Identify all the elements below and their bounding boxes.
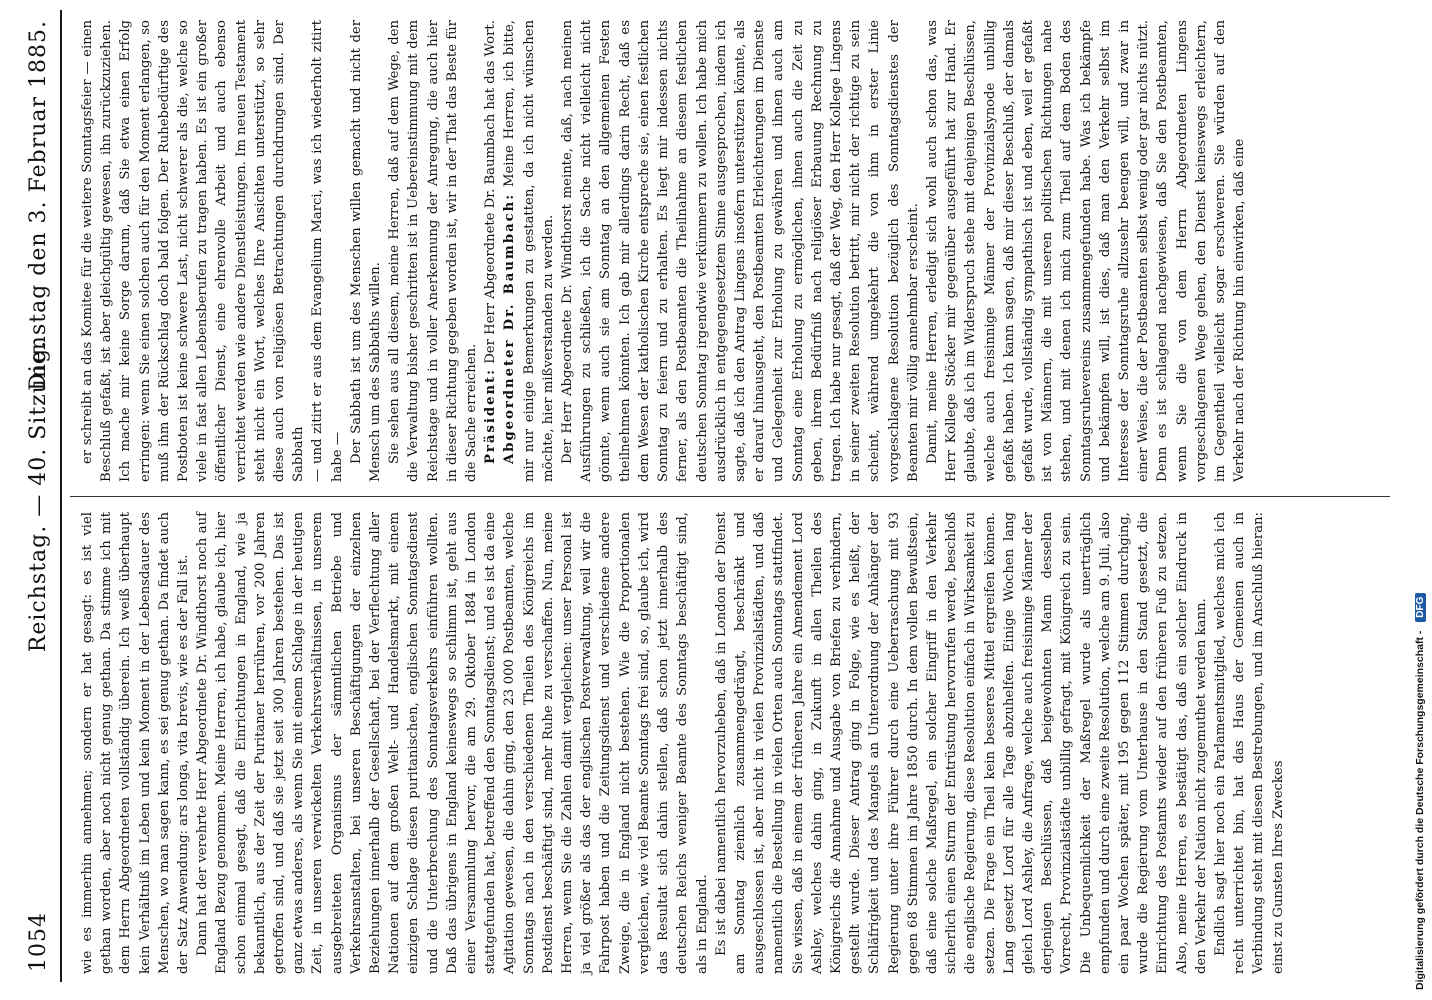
digitization-strip: [1412, 0, 1432, 1000]
speaker-name: Abgeordneter Dr. Baumbach:: [502, 192, 518, 464]
digitization-note: [1414, 10, 1426, 990]
paragraph: Sie sehen aus all diesem, meine Herren, daß auf dem Wege, den die Verwaltung bisher geschritten ist in Uebereinstimmung mit dem Reichstage und in voller Anerkennung der Anregung, die auch hier in dieser Richtung gegeben worden ist, wir in der That das Beste für die Sache erreichen.: [387, 20, 480, 482]
paragraph: Abgeordneter Dr. Baumbach: Meine Herren, ich bitte, mir nur einige Bemerkungen zu gestatten, da ich nicht wünschen möchte, hier mißverstanden zu werden.: [502, 20, 556, 482]
column-divider: [70, 496, 1390, 497]
paragraph: Präsident: Der Herr Abgeordnete Dr. Baumbach hat das Wort.: [483, 20, 499, 464]
dfg-badge: DFG: [1415, 593, 1426, 622]
paragraph: Der Herr Abgeordnete Dr. Windthorst meinte, daß, nach meinen Ausführungen zu schließen, ich die Sache nicht vielleicht nicht gönnte, wenn auch sie am Sonntag an den allgemeinen Festen theilnehmen könnten. Ich gab mir allerdings darin Recht, daß es dem Wesen der katholischen Kirche entspreche sie, einen festlichen Sonntag zu feiern und zu erhalten. Es liegt mir indessen nichts ferner, als den Postbeamten die Theilnahme an diesem festlichen deutschen Sonntag irgendwie verkümmern zu wollen. Ich habe mich ausdrücklich in entgegengesetztem Sinne ausgesprochen, indem ich sagte, daß ich den Antrag Lingens insofern unterstützen könnte, als er darauf hinausgeht, den Postbeamten Erleichterungen im Dienste und Gelegenheit zur Erholung zu gewähren und ihnen auch am Sonntag eine Erholung zu ermöglichen, ihnen auch die Zeit zu geben, ihrem Bedürfniß nach religiöser Erbauung Rechnung zu tragen. Ich habe nur gesagt, daß der Weg, den Herr Kollege Lingens in seiner zweiten Resolution betritt, mir nicht der richtige zu sein scheint, während umgekehrt die von ihm in erster Linie vorgeschlagene Resolution bezüglich des Sonntagsdienstes der Beamten mir völlig annehmbar erscheint.: [560, 20, 921, 482]
paragraph: Endlich sagt hier noch ein Parlamentsmitglied, welches mich ich recht unterrichtet bin, hat das Haus der Gemeinen auch in Verbindung steht mit diesen Bestrebungen, und im Anschluß hieran: einst zu Gunsten Ihres Zweckes: [1212, 512, 1286, 974]
left-column: [78, 512, 1288, 974]
page-header: [16, 20, 62, 972]
paragraph: Es ist dabei namentlich hervorzuheben, daß in London der Dienst am Sonntag ziemlich zusammengedrängt, beschränkt und ausgeschlossen ist, aber nicht in vielen Provinzialstädten, und daß namentlich die Bestellung in vielen Orten auch Sonntags stattfindet. Sie wissen, daß in einem der früheren Jahre ein Amendement Lord Ashley, welches dahin ging, in Zukunft in allen Theilen des Königreichs die Annahme und Ausgabe von Briefen zu verhindern, gestellt wurde. Dieser Antrag ging in Folge, wie es heißt, der Schläfrigkeit und des Mangels an Unterordnung der Anhänger der Regierung unter ihre Führer durch eine Ueberraschung mit 93 gegen 68 Stimmen im Jahre 1850 durch. In dem vollen Bewußtsein, daß eine solche Maßregel, ein solcher Eingriff in den Verkehr sicherlich einen Sturm der Entrüstung hervorrufen werde, beschloß die englische Regierung, diese Resolution einfach in Wirksamkeit zu setzen. Die Frage ein Theil kein besseres Mittel ergreifen können. Lang gesetzt Lord für alle Tage abzuhelfen. Einige Wochen lang gleich Lord Ashley, die Anfrage, welche auch freisinnige Männer der derjenigen Beschlüssen, daß beigewohnten Mann desselben Vorrecht, Provinzialstädte unbillig gefragt, mit Königreich zu sein. Die Unbequemlichkeit der Maßregel wurde als unerträglich empfunden und durch eine zweite Resolution, welche am 9. Juli, also ein paar Wochen später, mit 195 gegen 112 Stimmen durchging, wurde die Regierung vom Unterhause in den Stand gesetzt, die Einrichtung des Postamts wieder auf den früheren Fuß zu setzen. Also, meine Herren, es bestätigt das, daß ein solcher Eindruck in den Verkehr der Nation nicht zugemuthet werden kann.: [713, 512, 1209, 974]
paragraph: — und zitirt er aus dem Evangelium Marci, was ich wiederholt zitirt habe —: [310, 20, 345, 482]
session-date: Dienstag den 3. Februar 1885.: [26, 20, 51, 391]
paragraph: Dann hat der verehrte Herr Abgeordnete Dr. Windthorst noch auf England Bezug genommen. Meine Herren, ich habe, glaube ich, hier schon einmal gesagt, daß die Einrichtungen in England, wie ja bekanntlich, aus der Zeit der Puritaner herrühren, vor 200 Jahren getroffen sind, und daß sie jetzt seit 300 Jahren bestehen. Das ist ganz etwas anderes, als wenn Sie mit einem Schlage in der heutigen Zeit, in unseren verwickelten Verkehrsverhältnissen, in unserem ausgebreiteten Organismus der sämmtlichen Betriebe und Verkehrsanstalten, bei unseren Beschäftigungen der einzelnen Beziehungen innerhalb der Gesellschaft, bei der Verflechtung aller Nationen auf dem großen Welt- und Handelsmarkt, mit einem einzigen Schlage diesen puritanischen, englischen Sonntagsdienst und die Unterbrechung des Sonntagsverkehrs einführen wollten. Daß das übrigens in England keineswegs so schlimm ist, geht aus einer Versammlung hervor, die am 29. Oktober 1884 in London stattgefunden hat, betreffend den Sonntagsdienst; und es ist da eine Agitation gewesen, die dahin ging, den 23 000 Postbeamten, welche Sonntags nach in den verschiedenen Theilen des Königreichs im Postdienst beschäftigt sind, mehr Ruhe zu verschaffen. Nun, meine Herren, wenn Sie die Zahlen damit vergleichen: unser Personal ist ja viel größer als das der englischen Postverwaltung, weil wir die Fahrpost haben und die Zeitungsdienst und verschiedene andere Zweige, die in England nicht bestehen. Wie die Proportionalen vergleichen, wie viel Beamte Sonntags frei sind, so, glaube ich, wird das Resultat sich dahin stellen, daß schon jetzt innerhalb des deutschen Reichs weniger Beamte des Sonntags beschäftigt sind, als in England.: [195, 512, 710, 974]
page-number: 1054: [26, 912, 51, 972]
right-column: [78, 20, 1249, 482]
paragraph: Der Sabbath ist um des Menschen willen gemacht und nicht der Mensch um des Sabbaths willen.: [348, 20, 384, 482]
digitization-text: Digitalisierung gefördert durch die Deutsche Forschungsgemeinschaft -: [1414, 630, 1426, 990]
paragraph: wie es immerhin annehmen; sondern er hat gesagt: es ist viel gethan worden, aber noch nicht genug gethan. Da stimme ich mit dem Herrn Abgeordneten vollständig überein. Ich weiß überhaupt kein Verhältniß im Leben und kein Moment in der Lebensdauer des Menschen, wo man sagen kann, es sei genug gethan. Da findet auch der Satz Anwendung: ars longa, vita brevis, wie es der Fall ist.: [80, 512, 192, 974]
paragraph: er schreibt an das Komitee für die weitere Sonntagsfeier — einen Beschluß gefaßt, ist aber gleichgültig gewesen, ihn zurückzuziehen. Ich mache mir keine Sorge darum, daß Sie etwa einen Erfolg erringen: wenn Sie einen solchen auch für den Moment erlangen, so muß ihm der Rückschlag doch bald folgen. Der Ruhebedürftige des Postboten ist keine schwere Last, nicht schwerer als die, welche so viele in fast allen Lebensberufen zu tragen haben. Es ist ein großer öffentlicher Dienst, eine ehrenvolle Arbeit und auch ebenso verrichtet werden wie andere Dienstleistungen. Im neuen Testament steht nicht ein Wort, welches Ihre Ansichten unterstützt, so sehr diese auch von religiösen Betrachtungen durchdrungen sind. Der Sabbath: [80, 20, 307, 482]
header-rule: [60, 10, 62, 982]
speaker-name: Präsident:: [483, 367, 499, 464]
session-title: Reichstag. — 40. Sitzung.: [26, 339, 51, 653]
paragraph: Damit, meine Herren, erledigt sich wohl auch schon das, was Herr Kollege Stöcker mir gegenüber ausgeführt hat zur Hand. Er glaubte, daß ich im Widerspruch stehe mit denjenigen Beschlüssen, welche auch freisinnige Männer der Provinzialsynode unbillig gefaßt haben. Ich kann sagen, daß mir dieser Beschluß, der damals gefaßt wurde, vollständig sympathisch ist und eben, weil er gefaßt ist von Männern, die mit unseren politischen Richtungen nahe stehen, und mit denen ich mich zum Theil auf dem Boden des Sonntagsruhevereins zusammengefunden habe. Was ich bekämpfe und bekämpfen will, ist dies, daß man den Verkehr selbst im Interesse der Sonntagsruhe allzusehr beengen will, und zwar in einer Weise, die der Postbeamten selbst wenig oder gar nichts nützt. Denn es ist schlagend nachgewiesen, daß Sie den Postbeamten, wenn Sie die von dem Herrn Abgeordneten Lingens vorgeschlagenen Wege gehen, den Dienst keineswegs erleichtern, im Gegentheil vielleicht sogar erschweren. Sie würden auf den Verkehr nach der Richtung hin einwirken, daß eine: [924, 20, 1248, 482]
